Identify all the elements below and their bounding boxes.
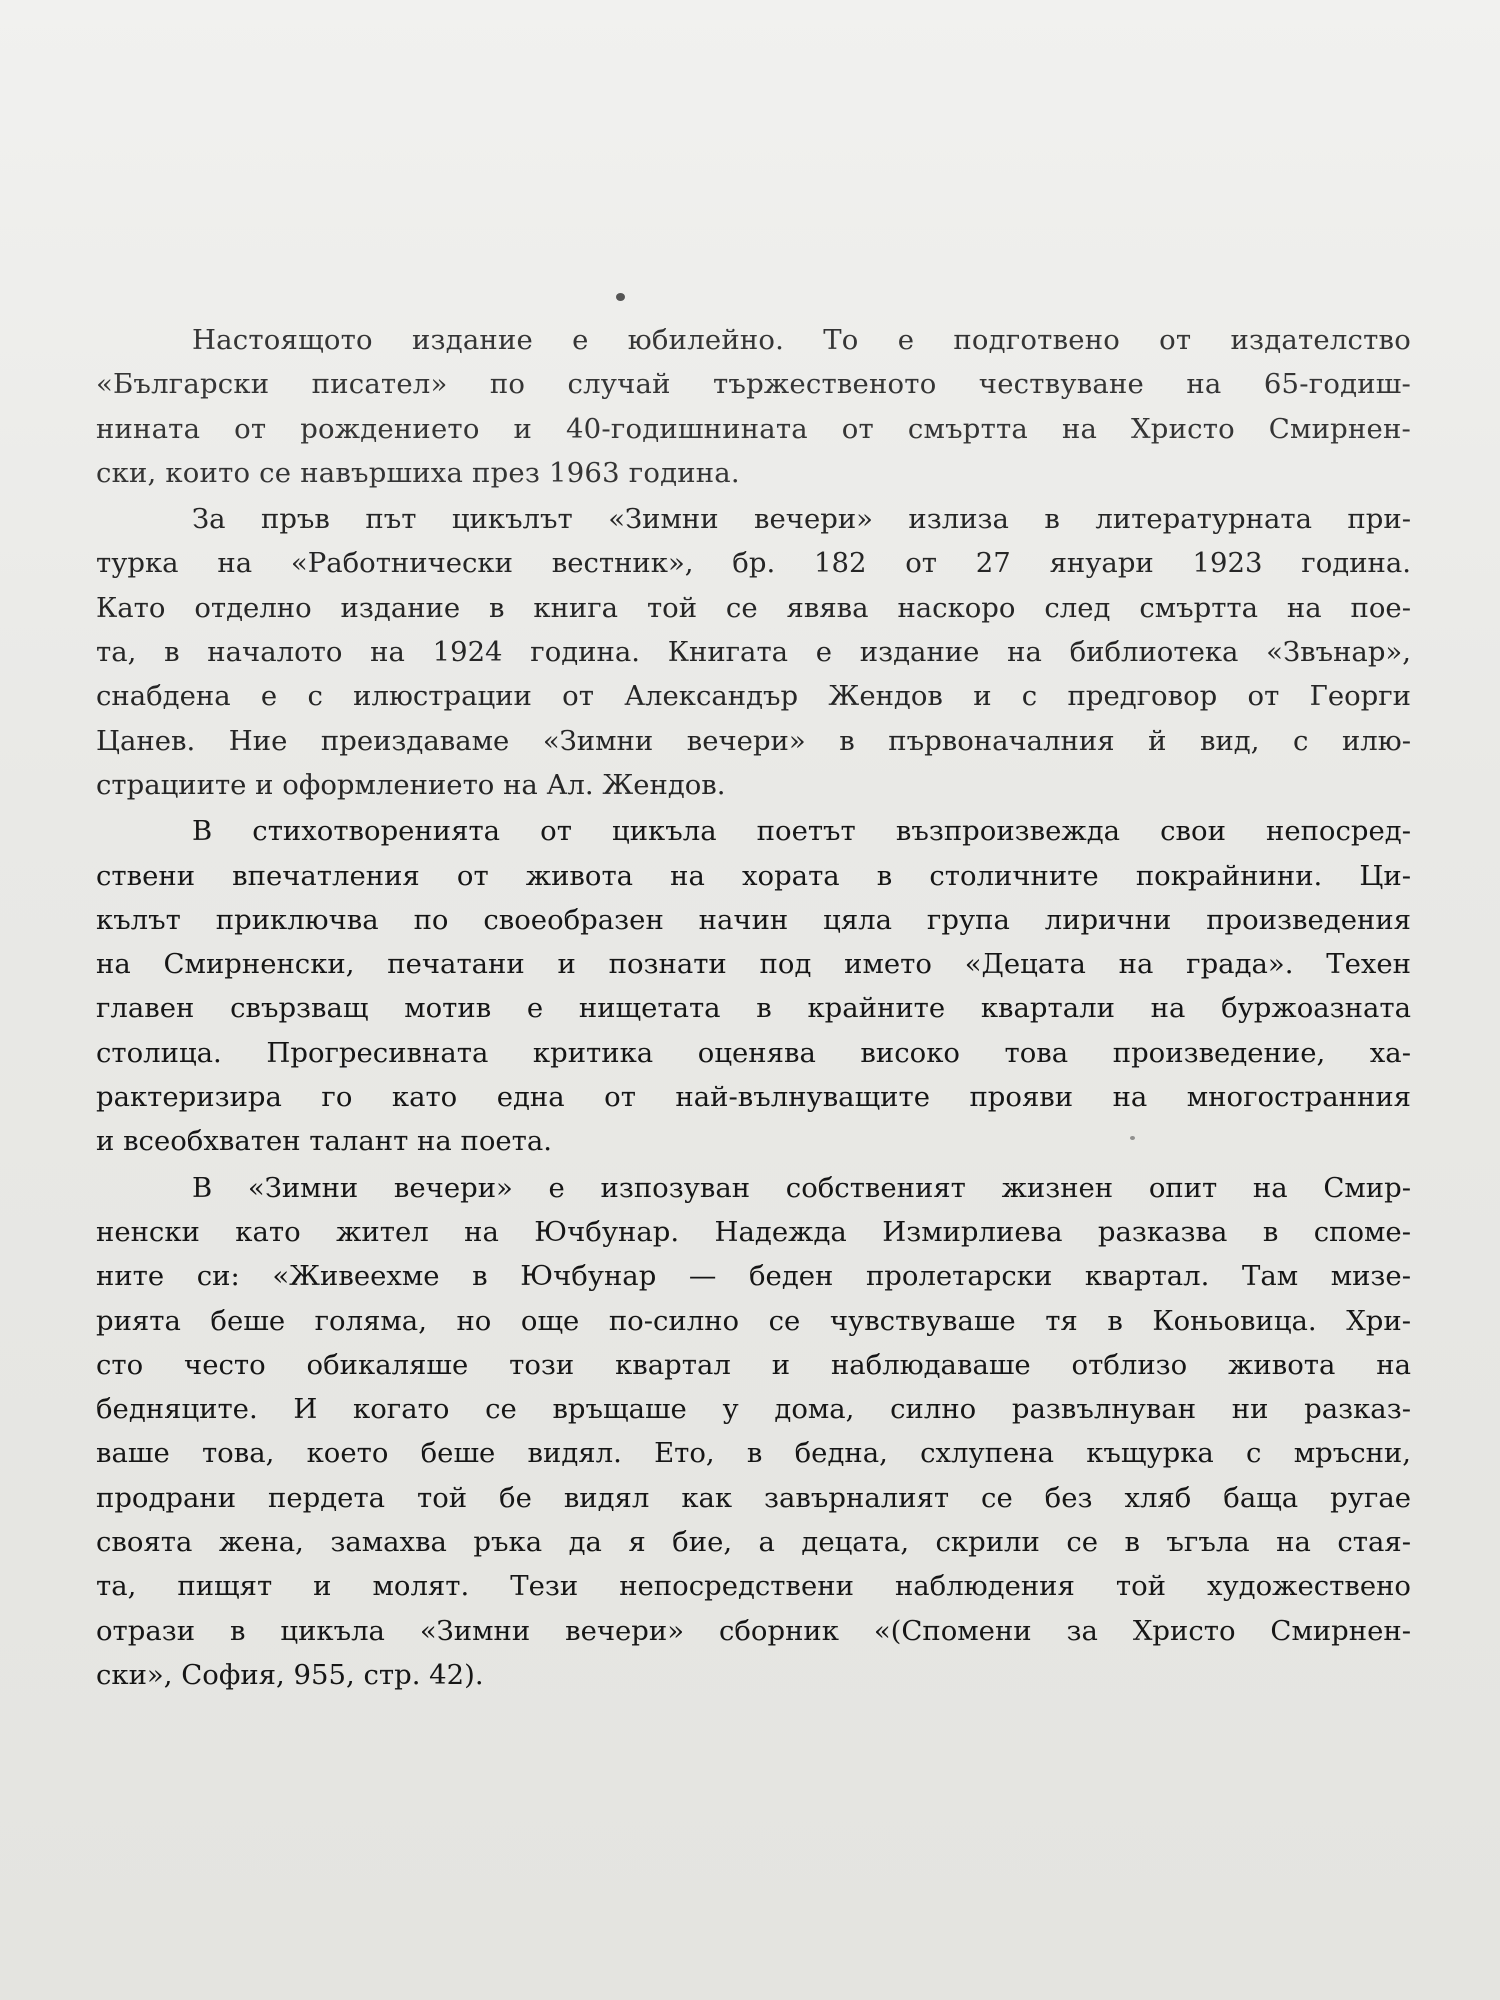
text-line: отрази в цикъла «Зимни вечери» сборник «(Спомени за Христо Смирнен- (96, 1614, 1411, 1647)
text-line: та, пищят и молят. Тези непосредствени наблюдения той художествено (96, 1570, 1411, 1603)
text-line: ваше това, което беше видял. Ето, в бедна, схлупена къщурка с мръсни, (96, 1437, 1411, 1470)
text-line: Настоящото издание е юбилейно. То е подготвено от издателство (192, 324, 1411, 356)
text-line: нината от рождението и 40-годишнината от смъртта на Христо Смирнен- (96, 412, 1411, 445)
text-line: рактеризира го като една от най-вълнуващите прояви на многостранния (96, 1081, 1411, 1114)
paragraph (96, 1166, 1411, 1698)
text-line: В стихотворенията от цикъла поетът възпроизвежда свои непосред- (192, 815, 1411, 848)
text-line: сто често обикаляше този квартал и наблюдаваше отблизо живота на (96, 1348, 1411, 1381)
text-line: рията беше голяма, но още по-силно се чувствуваше тя в Коньовица. Хри- (96, 1304, 1411, 1337)
ink-speck (616, 293, 625, 301)
text-line: ненски като жител на Ючбунар. Надежда Измирлиева разказва в споме- (96, 1215, 1411, 1248)
paragraph (96, 809, 1411, 1163)
body-text (96, 318, 1411, 1699)
text-line: и всеобхватен талант на поета. (96, 1125, 553, 1158)
text-line: столица. Прогресивната критика оценява високо това произведение, ха- (96, 1036, 1411, 1069)
text-line: В «Зимни вечери» е изпозуван собственият жизнен опит на Смир- (192, 1171, 1411, 1204)
text-line: ните си: «Живеехме в Ючбунар — беден пролетарски квартал. Там мизе- (96, 1260, 1411, 1293)
text-line: турка на «Работнически вестник», бр. 182 от 27 януари 1923 година. (96, 547, 1411, 580)
text-line: страциите и оформлението на Ал. Жендов. (96, 768, 726, 801)
text-line: кълът приключва по своеобразен начин цяла група лирични произведения (96, 903, 1411, 936)
text-line: та, в началото на 1924 година. Книгата е издание на библиотека «Звънар», (96, 636, 1411, 669)
text-line: За пръв път цикълът «Зимни вечери» излиза в литературната при- (192, 503, 1411, 536)
text-line: снабдена е с илюстрации от Александър Жендов и с предговор от Георги (96, 680, 1411, 713)
text-line: продрани пердета той бе видял как завърналият се без хляб баща ругае (96, 1481, 1411, 1514)
text-line: ски, които се навършиха през 1963 година. (96, 456, 740, 489)
text-line: главен свързващ мотив е нищетата в крайните квартали на буржоазната (96, 992, 1411, 1025)
text-line: бедняците. И когато се връщаше у дома, силно развълнуван ни разказ- (96, 1393, 1411, 1426)
text-line: «Български писател» по случай тържественото чествуване на 65-годиш- (96, 368, 1411, 401)
text-line: на Смирненски, печатани и познати под името «Децата на града». Техен (96, 948, 1411, 981)
paragraph (96, 318, 1411, 495)
text-line: ски», София, 955, стр. 42). (96, 1658, 484, 1691)
text-line: Цанев. Ние преиздаваме «Зимни вечери» в първоначалния й вид, с илю- (96, 724, 1411, 757)
text-line: Като отделно издание в книга той се явява наскоро след смъртта на пое- (96, 591, 1411, 624)
text-line: своята жена, замахва ръка да я бие, а децата, скрили се в ъгъла на стая- (96, 1526, 1411, 1559)
text-line: ствени впечатления от живота на хората в столичните покрайнини. Ци- (96, 859, 1411, 892)
paragraph (96, 497, 1411, 807)
